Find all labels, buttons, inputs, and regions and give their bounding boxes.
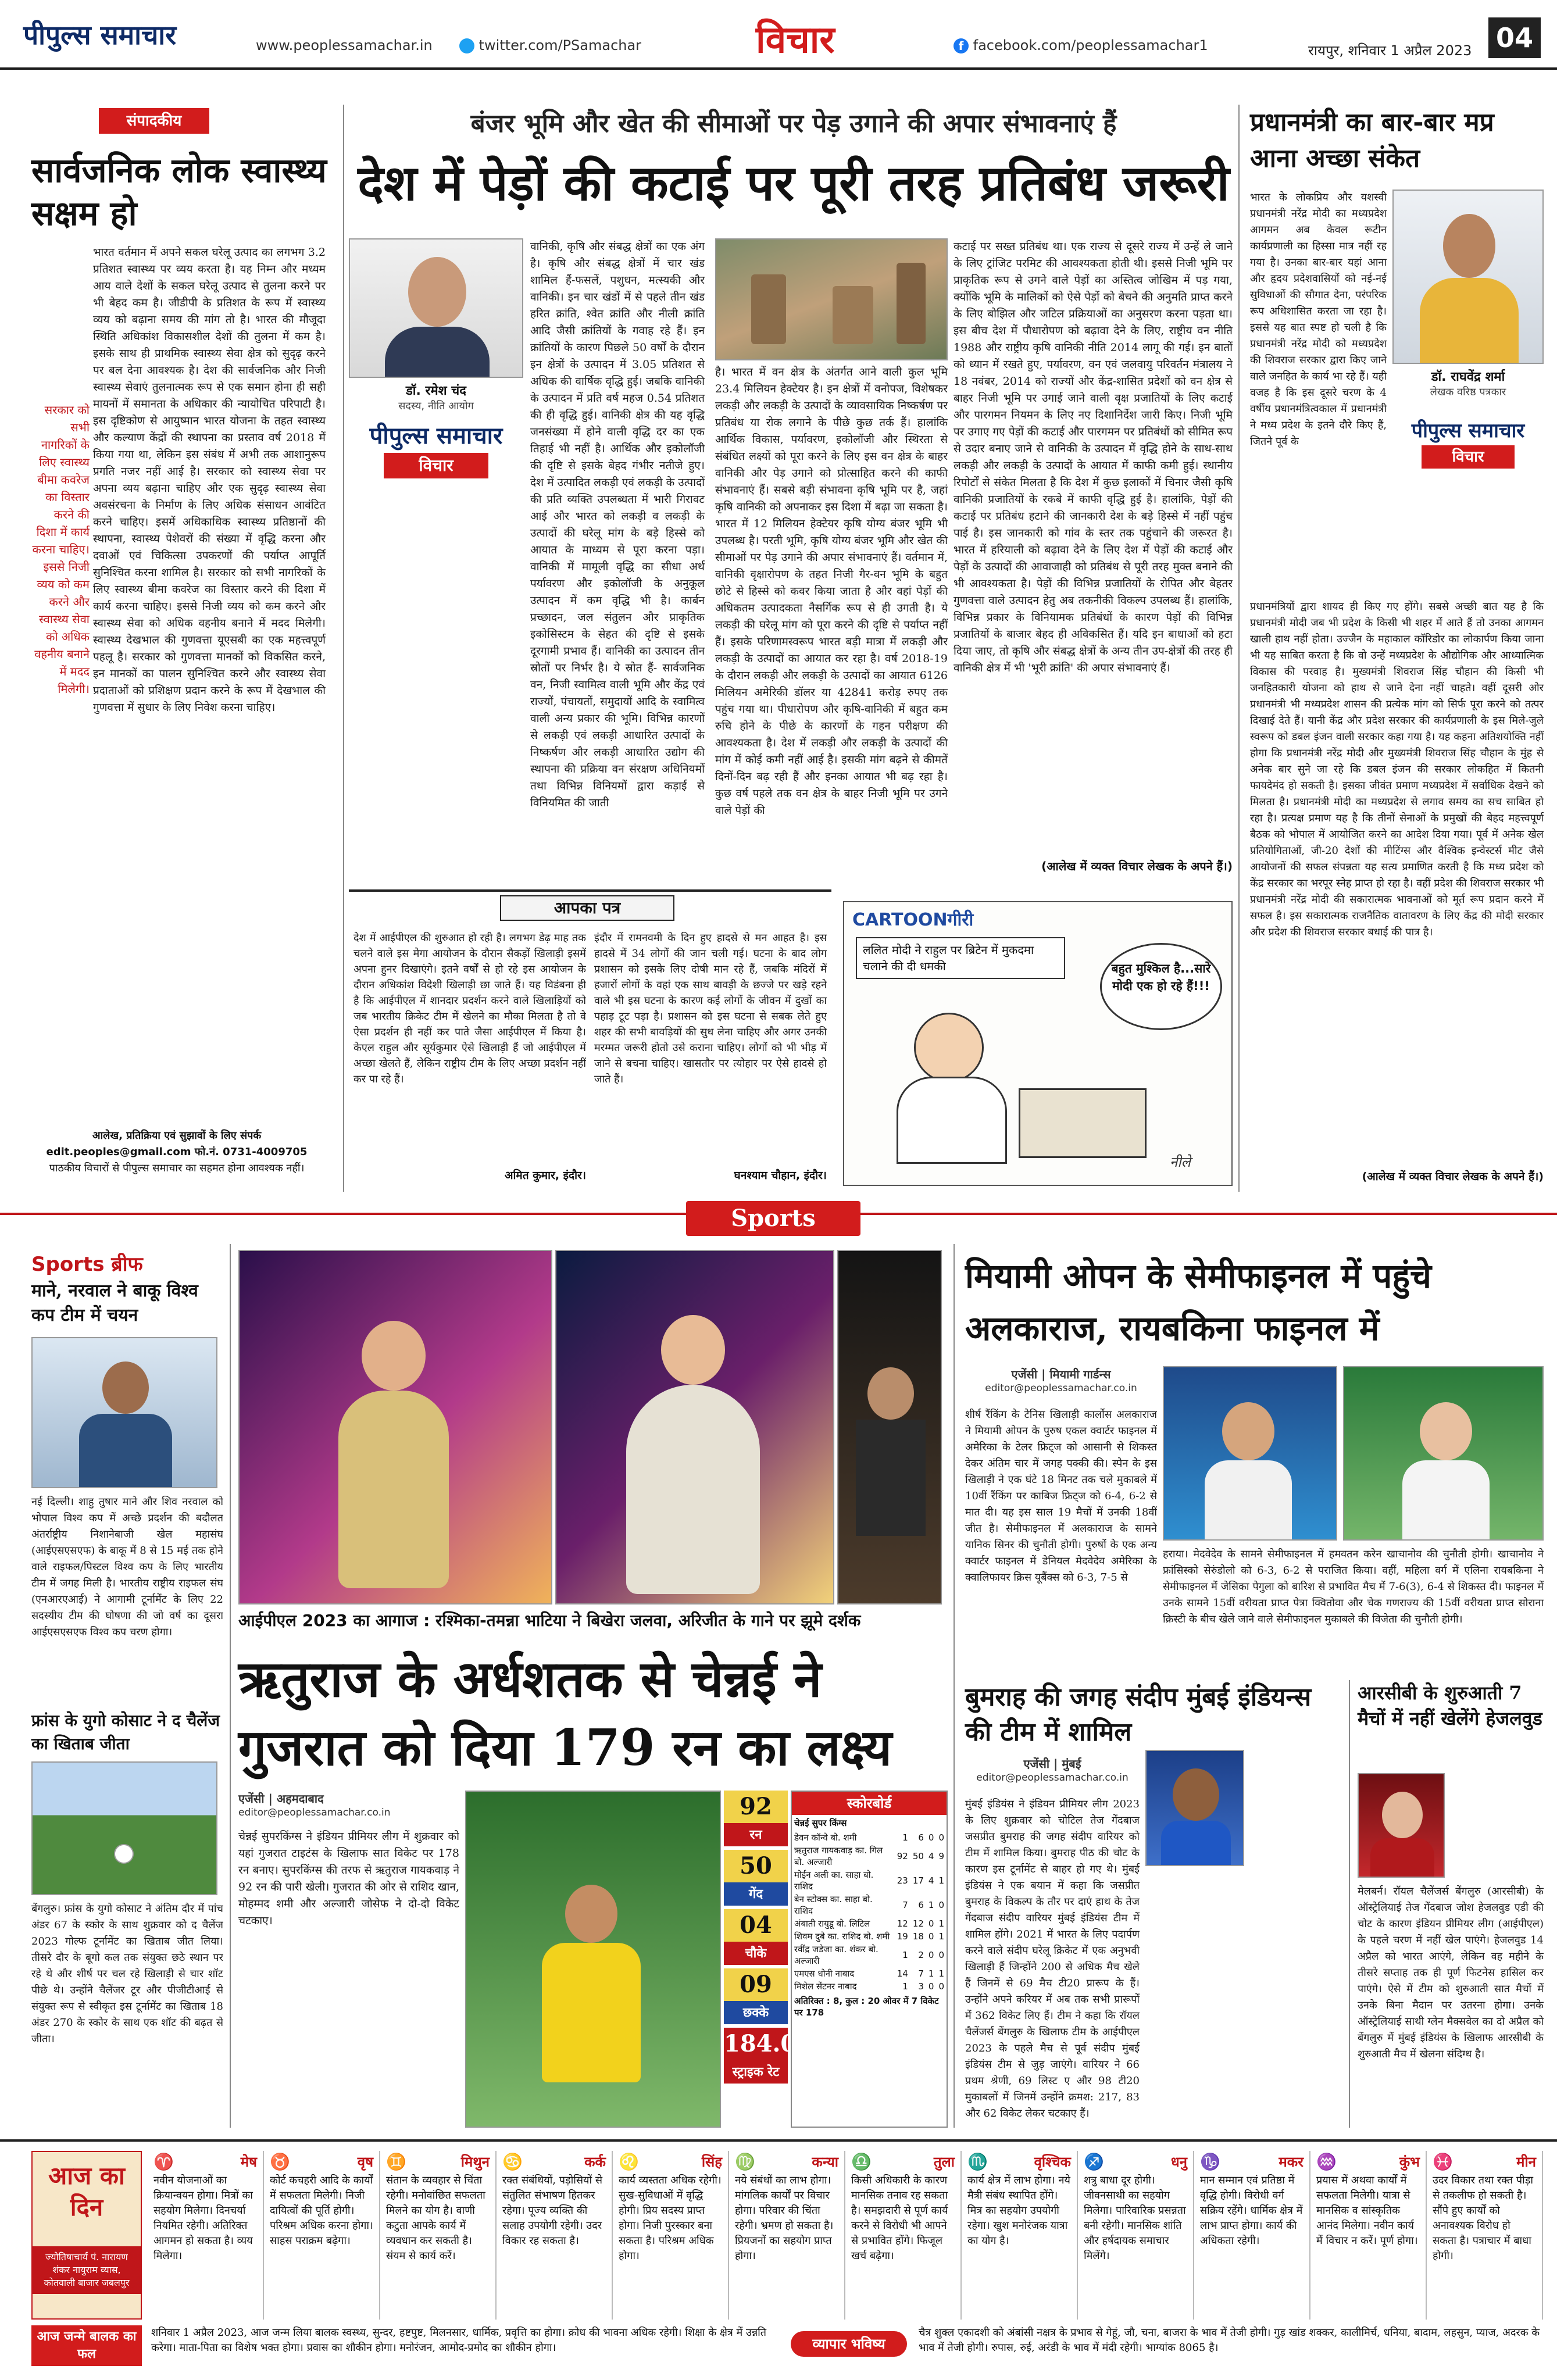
stat-item [724, 2028, 813, 2084]
csk-email[interactable]: editor@peoplessamachar.co.in [238, 1807, 391, 1818]
column-divider [230, 1244, 231, 2128]
cartoon-figure-head [914, 1013, 984, 1082]
rashi-header [1084, 2154, 1187, 2170]
letters-title: आपका पत्र [500, 895, 674, 921]
score-cell: 4 [928, 1851, 934, 1861]
column-divider [1349, 1680, 1350, 2128]
astrologer-name: ज्योतिषाचार्य पं. नारायण शंकर नायुराम व्यास, कोतवाली बाजार जबलपुर [33, 2246, 141, 2294]
batter-cell: बेन स्टोक्स का. साहा बो. राशिद [794, 1894, 873, 1916]
zodiac-icon: ♑ [1200, 2152, 1220, 2171]
rashi-header [1200, 2154, 1304, 2170]
rashi-name: कर्क [584, 2153, 606, 2170]
rashi-header [153, 2154, 257, 2170]
rashi-item [1427, 2151, 1543, 2320]
scoreboard-row [792, 1943, 947, 1967]
rashi-text: किसी अधिकारी के कारण मानसिक तनाव रह सकता है। समझदारी से पूर्ण कार्य करने से विरोधी भी आपने से प्रभावित होंगे। फिजूल खर्च बढ़ेगा। [851, 2174, 948, 2262]
main-article-col2: है। भारत में वन क्षेत्र के अंतर्गत आने वाली कुल भूमि 23.4 मिलियन हेक्टेयर है। इन क्षेत्रों में वनोपज, विशेषकर लकड़ी और लकड़ी के उत्पादों के व्यावसायिक निष्कर्षण पर प्रतिबंध या रोक लगाने के पीछे कुछ तर्क हैं। हालांकि आर्थिक विकास, पर्यावरण, इकोलॉजी और स्थिरता से संबंधित लक्ष्यों को पूरा करने के लिए इस वन क्षेत्र के बाहर वानिकी और पेड़ उगाने को प्रोत्साहित करने की काफी संभावनाएं हैं। सबसे बड़ी संभावना कृषि भूमि पर है, जहां कृषि वानिकी को अपनाकर इस दिशा में बढ़ा जा सकता है। भारत में 12 मिलियन हेक्टेयर कृषि योग्य बंजर भूमि भी उपलब्ध है। परती भूमि, कृषि योग्य बंजर भूमि और खेत की सीमाओं पर पेड़ उगाने की अपार संभावनाएं हैं। वर्तमान में, वानिकी वृक्षारोपण के तहत निजी गैर-वन भूमि के बहुत छोटे से हिस्से को कवर किया जाता है और वहां पेड़ों की अधिकतम उत्पादकता नैसर्गिक रूप से ही उगती है। ये लकड़ी की घरेलू मांग को पूरा करने की दृष्टि से पर्याप्त नहीं हैं। इसके परिणामस्वरूप भारत बड़ी मात्रा में लकड़ी और लकड़ी के उत्पादों का आयात कर रहा है। वर्ष 2018-19 के दौरान लकड़ी और लकड़ी के उत्पादों का आयात 6126 मिलियन अमेरिकी डॉलर या 42841 करोड़ रुपए तक पहुंच गया था। पीधारोपण और कृषि-वानिकी में बहुत कम रुचि होने के पीछे के कारणों के गहन परीक्षण की आवश्यकता है। देश में लकड़ी और लकड़ी के उत्पादों की मांग में कोई कमी नहीं आई है। इसकी मांग बढ़ने से कीमतें दिनों-दिन बढ़ रही हैं और इनका आयात भी बढ़ रहा है। कुछ वर्ष पहले तक वन क्षेत्र के बाहर निजी भूमि पर उगने वाले पेड़ों की [715, 366, 948, 817]
horoscope-grid [148, 2151, 1543, 2320]
rashi-text: प्रयास में अथवा कार्यों में सफलता मिलेगी। यात्रा से मानसिक व सांस्कृतिक आनंद मिलेगा। नवीन कार्य में विचार न करें। पूर्ण होगा। [1316, 2174, 1418, 2247]
batter-cell: अंबाती रायुडू बो. लिटिल [794, 1918, 870, 1929]
horoscope-title: आज का दिन [48, 2161, 125, 2221]
masthead [0, 0, 1557, 70]
rashi-item [962, 2151, 1078, 2320]
batter-cell: मोईन अली का. साहा बो. राशिद [794, 1870, 874, 1892]
rcb-body: मेलबर्न। रॉयल चैलेंजर्स बेंगलुरु (आरसीबी) के ऑस्ट्रेलियाई तेज गेंदबाज जोश हेजलवुड एडी की चोट के कारण इंडियन प्रीमियर लीग (आईपीएल) के पहले चरण में नहीं खेल पाएंगे। हेजलवुड 14 अप्रैल को भारत आएंगे, लेकिन वह महीने के तीसरे सप्ताह तक ही पूर्ण फिटनेस हासिल कर पाएंगे। ऐसे में टीम को शुरुआती सात मैचों में उनके बिना मैदान पर उतरना होगा। उनके ऑस्ट्रेलियाई साथी ग्लेन मैक्सवेल का दो अप्रैल को बेंगलुरु में मुंबई इंडियंस के खिलाफ आरसीबी के शुरुआती मैच में खेलना संदिग्ध है। [1358, 1885, 1544, 2060]
stat-label: छक्के [724, 2001, 788, 2024]
stat-value: 92 [724, 1791, 788, 1823]
rashi-item [613, 2151, 729, 2320]
stat-value: 50 [724, 1850, 788, 1882]
cartoon-caption: ललित मोदी ने राहुल पर ब्रिटेन में मुकदमा चलाने की दी धमकी [856, 937, 1065, 979]
editorial-disclaimer: पाठकीय विचारों से पीपुल्स समाचार का सहमत होना आवश्यक नहीं। [49, 1162, 305, 1174]
editorial-contact [31, 1128, 322, 1177]
stat-item [724, 1909, 788, 1965]
zodiac-icon: ♋ [502, 2152, 523, 2171]
letter-1: देश में आईपीएल की शुरुआत हो रही है। लगभग डेढ़ माह तक चलने वाले इस मेगा आयोजन के दौरान सैकड़ों खिलाड़ी इसमें अपना हुनर दिखाएंगे। इतने वर्षों से हो रहे इस आयोजन के दौरान अधिकांश विदेशी खिलाड़ी छा जाते हैं। यह विडंबना ही है कि आईपीएल में शानदार प्रदर्शन करने वाले खिलाड़ियों को जब भारतीय क्रिकेट टीम में खेलने का मौका मिलता है तो वे ऐसा प्रदर्शन ही नहीं कर पाते जैसा आईपीएल में किया है। केएल राहुल और सूर्यकुमार ऐसे खिलाड़ी हैं जो आईपीएल में अच्छा खेलते हैं, लेकिन राष्ट्रीय टीम के लिए अच्छा प्रदर्शन नहीं कर पा रहे हैं। [353, 932, 586, 1085]
cartoon-figure-body [897, 1077, 1007, 1164]
letters-rule [349, 889, 831, 892]
score-cell: 0 [938, 1832, 944, 1843]
score-cell: 50 [912, 1851, 924, 1861]
rashi-header [502, 2154, 606, 2170]
twitter-link[interactable]: twitter.com/PSamachar [459, 37, 641, 53]
shooter-photo [31, 1337, 217, 1488]
scoreboard-team: चेन्नई सुपर किंग्स [794, 1818, 847, 1828]
rashi-name: वृश्चिक [1034, 2153, 1071, 2170]
business-text: चैत्र शुक्ल एकादशी को अंबांसी नक्षत्र के प्रभाव से गेहूं, जौ, चना, बाजरा के भाव में तेजी होगी। गुड़ खांड शक्कर, कालीमिर्च, धनिया, बादाम, लहसुन, प्याज, अदरक के भाव में तेजी होगी। रुपास, रुई, अरंडी के भाव में मंदी रहेगी। भाग्यांक 8065 है। [919, 2327, 1540, 2354]
main-article-col1: वानिकी, कृषि और संबद्ध क्षेत्रों का एक अंग है। कृषि और संबद्ध क्षेत्रों में चार खंड शामिल हैं-फसलें, पशुधन, मत्स्यकी और वानिकी। इन चार खंडों में से पहले तीन खंड हरित क्रांति, श्वेत क्रांति और नीली क्रांति आदि जैसी क्रांतियों के गवाह रहे हैं। इन क्रांतियों के कारण पिछले 50 वर्षों के दौरान इन क्षेत्रों के उत्पादन में 3.05 प्रतिशत से अधिक की वार्षिक वृद्धि हुई। जबकि वानिकी के उत्पादन में प्रति वर्ष महज 0.54 प्रतिशत की ही वृद्धि हुई। वानिकी क्षेत्र की यह वृद्धि जनसंख्या में होने वाली वृद्धि दर का एक तिहाई भी नहीं है। आर्थिक और इकोलॉजी की दृष्टि से इसके बेहद गंभीर नतीजे हुए। देश में उत्पादित लकड़ी एवं लकड़ी के उत्पादों की प्रति व्यक्ति उपलब्धता में भारी गिरावट आई और भारत को लकड़ी व लकड़ी के उत्पादों की घरेलू मांग के बड़े हिस्से को आयात के माध्यम से पूरा करना पड़ा। वानिकी में मामूली वृद्धि का सीधा अर्थ पर्यावरण और इकोलॉजी के अनुकूल उत्पादन में कम वृद्धि भी है। कार्बन प्रच्छादन, जल संतुलन और प्राकृतिक इकोसिस्टम के सेहत की दृष्टि से इसके दूरगामी प्रभाव हैं। वानिकी का उत्पादन तीन स्रोतों पर निर्भर है। ये स्रोत हैं- सार्वजनिक वन, निजी स्वामित्व वाली भूमि और केंद्र एवं राज्यों, पंचायतों, समुदायों आदि के स्वामित्व वाली अन्य प्रकार की भूमि। विभिन्न कारणों से लकड़ी एवं लकड़ी आधारित उत्पादों के निष्कर्षण और लकड़ी आधारित उद्योग की स्थापना की प्रक्रिया वन संरक्षण अधिनियमों तथा विभिन्न विनियमों द्वारा कड़ाई से विनियमित की जाती [530, 240, 705, 809]
batter-cell: शिवम दुबे का. राशिद बो. शमी [794, 1931, 890, 1942]
rashi-item [845, 2151, 962, 2320]
contact-label: आलेख, प्रतिक्रिया एवं सुझावों के लिए संपर्क [92, 1130, 262, 1142]
rashi-name: वृष [357, 2153, 373, 2170]
zodiac-icon: ♍ [735, 2152, 755, 2171]
rashi-text: रक्त संबंधियों, पड़ोसियों से संतुलित संभाषण हितकर रहेगा। पूज्य व्यक्ति की सलाह उपयोगी रहेगी। उदर विकार रह सकता है। [502, 2174, 603, 2247]
score-cell: 0 [928, 1832, 934, 1843]
bumrah-body: मुंबई इंडियंस ने इंडियन प्रीमियर लीग 2023 के लिए शुक्रवार को चोटिल तेज गेंदबाज जसप्रीत बुमराह की जगह संदीप वारियर को टीम में शामिल किया। बुमराह पीठ की चोट के कारण इस टूर्नामेंट से बाहर हो गए थे। मुंबई इंडियंस ने एक बयान में कहा कि जसप्रीत बुमराह के विकल्प के तौर पर दाएं हाथ के तेज गेंदबाज संदीप वारियर मुंबई इंडियंस टीम में शामिल होंगे। 2021 में भारत के लिए पदार्पण करने वाले संदीप घरेलू क्रिकेट में एक अनुभवी खिलाड़ी हैं जिन्होंने 200 से अधिक मैच खेले हैं जिनमें से 69 मैच टी20 प्रारूप के हैं। उन्होंने अपने करियर में अब तक सभी प्रारूपों में 362 विकेट लिए हैं। टीम ने कहा कि रॉयल चैलेंजर्स बेंगलुरु के खिलाफ टीम के आईपीएल 2023 के पहले मैच से पूर्व संदीप मुंबई इंडियंस टीम से जुड़ जाएंगे। वारियर ने 66 प्रथम श्रेणी, 69 लिस्ट ए और 98 टी20 मुकाबलों में जिनमें उन्होंने क्रमश: 217, 83 और 62 विकेट लेकर चटकाए हैं। [965, 1798, 1140, 2120]
bumrah-headline: बुमराह की जगह संदीप मुंबई इंडियन्स की टीम में शामिल [965, 1682, 1312, 1747]
column-divider [1238, 105, 1240, 1192]
rashi-text: मान सम्मान एवं प्रतिष्ठा में वृद्धि होगी। विरोधी वर्ग सक्रिय रहेंगे। धार्मिक क्षेत्र में लाभ प्राप्त होगा। कार्य की अधिकता रहेगी। [1200, 2174, 1303, 2247]
ruturaj-photo [465, 1791, 721, 2128]
stat-label: चौके [724, 1942, 788, 1965]
scoreboard-row [792, 1844, 947, 1868]
right-article-headline: प्रधानमंत्री का बार-बार मप्र आना अच्छा संकेत [1250, 108, 1494, 173]
batter-cell: एमएस धोनी नाबाद [794, 1968, 855, 1979]
score-cell: 1 [928, 1900, 934, 1910]
stat-item [724, 1850, 788, 1906]
main-article-headline: देश में पेड़ों की कटाई पर पूरी तरह प्रतिबंध जरूरी [358, 154, 1230, 212]
rashi-text: शत्रु बाधा दूर होगी। जीवनसाथी का सहयोग मिलेगा। पारिवारिक प्रसन्नता बनी रहेगी। मानसिक शांति और हर्षदायक समाचार मिलेंगे। [1084, 2174, 1186, 2262]
batter-cell: डेवन कॉन्वे बो. शमी [794, 1832, 857, 1843]
website-link[interactable]: www.peoplessamachar.in [256, 37, 433, 53]
score-cell: 0 [928, 1950, 934, 1960]
score-cell: 3 [918, 1981, 924, 1992]
ipl-photo-arijit [837, 1250, 942, 1604]
horoscope-title-box [31, 2151, 142, 2320]
stat-value: 04 [724, 1909, 788, 1942]
zodiac-icon: ♐ [1084, 2152, 1104, 2171]
scoreboard-table [792, 1831, 947, 1993]
rashi-item [1310, 2151, 1427, 2320]
score-cell: 4 [928, 1875, 934, 1886]
score-cell: 23 [897, 1875, 908, 1886]
main-article-kicker: बंजर भूमि और खेत की सीमाओं पर पेड़ उगाने की अपार संभावनाएं हैं [470, 109, 1117, 138]
stats-column [724, 1791, 813, 2128]
author-title: सदस्य, नीति आयोग [398, 400, 474, 412]
rashi-text: उदर विकार तथा रक्त पीड़ा से तकलीफ हो सकती है। सौंपे हुए कार्यों को अनावश्यक विरोध हो सकता है। पत्राचार में बाधा होगी। [1433, 2174, 1534, 2262]
main-article-col3: कटाई पर सख्त प्रतिबंध था। एक राज्य से दूसरे राज्य में उन्हें ले जाने के लिए ट्रांजिट परमिट की आवश्यकता होती थी। इससे निजी भूमि पर प्राकृतिक रूप से उगने वाले पेड़ों का अस्तित्व जोखिम में पड़ गया, क्योंकि भूमि के मालिकों को ऐसे पेड़ों को बेचने की अनुमति प्राप्त करने के लिए बोझिल और जटिल प्रक्रियाओं का अनुसरण करना पड़ता था। इस बीच देश में पौधारोपण को बढ़ावा देने के लिए, राष्ट्रीय वन नीति 1988 और राष्ट्रीय कृषि वानिकी नीति 2014 लागू की गई। इन बातों को ध्यान में रखते हुए, पर्यावरण, वन एवं जलवायु परिवर्तन मंत्रालय ने 18 नवंबर, 2014 को राज्यों और केंद्र-शासित प्रदेशों को वन क्षेत्र से बाहर निजी भूमि पर उगाई जाने वाली वृक्ष प्रजातियों के लिए कटाई और पारगमन नियमन के लिए नए दिशानिर्देश जारी किए। निजी भूमि पर उगाए गए पेड़ों की कटाई और पारगमन पर प्रतिबंधों को सीमित रूप से उदार बनाए जाने से वानिकी के उत्पादन में वृद्धि होने के साथ-साथ लकड़ी और लकड़ी के उत्पादों के आयात में काफी कमी हुई। स्थानीय रिपोर्टों से संकेत मिलता है कि देश में कुछ इलाकों में चिनार जैसी कृषि वानिकी प्रजातियों के रकबे में काफी वृद्धि हुई है। हालांकि, पेड़ों की कटाई पर प्रतिबंध हटाने की जानकारी देश के बड़े हिस्से में नहीं पहुंच पाई है। इस जानकारी को गांव के स्तर तक पहुंचाने की जरूरत है। भारत में हरियाली को बढ़ावा देने के लिए देश में पेड़ों की कटाई और पेड़ों के उत्पादों की आवाजाही को प्रतिबंध से पूरी तरह मुक्त बनाने की भी आवश्यकता है। पेड़ों की विभिन्न प्रजातियों के रोपित और बेहतर गुणवत्ता वाले उत्पादन हेतु अब तकनीकी विकल्प उपलब्ध हैं। हालांकि, विभिन्न प्रकार के विनियामक प्रतिबंधों के कारण पेड़ों की विभिन्न प्रजातियों के बाजार बेहद ही अविकसित हैं। यदि इन बाधाओं को हटा दिया जाए, तो कृषि और संबद्ध क्षेत्रों के अन्य तीन उप-क्षेत्रों की तरह ही वानिकी क्षेत्र में भी 'भूरी क्रांति' की अपार संभावनाएं हैं। [954, 240, 1233, 674]
right-brand-tag: विचार [1422, 445, 1515, 469]
rashi-text: कार्य व्यस्तता अधिक रहेगी। सुख-सुविधाओं में वृद्धि होगी। प्रिय सदस्य प्राप्त होगा। निजी पुरस्कार बना सकता है। परिश्रम अधिक होगा। [619, 2174, 722, 2262]
rashi-header [270, 2154, 373, 2170]
page-number: 04 [1488, 17, 1541, 58]
editorial-body: भारत वर्तमान में अपने सकल घरेलू उत्पाद का लगभग 3.2 प्रतिशत स्वास्थ्य पर व्यय करता है। यह निम्न और मध्यम आय वाले देशों के सकल घरेलू उत्पाद से तुलना करने पर भी बेहद कम है। जीडीपी के प्रतिशत के रूप में स्वास्थ्य व्यय को बढ़ाना समय की मांग तो है। भारत की मौजूदा स्थिति अधिकांश विकासशील देशों की तुलना में कम है। इसके साथ ही प्राथमिक स्वास्थ्य सेवा क्षेत्र को सुदृढ़ करने पर बल देना आवश्यक है। देश की सार्वजनिक और निजी स्वास्थ्य सेवाएं तुलनात्मक रूप से एक समान होना ही सही मायनों में समानता के अधिकार की न्यायोचित परिपाटी है। इस दृष्टिकोण से आयुष्मान भारत योजना के तहत स्वास्थ्य और कल्याण केंद्रों की स्थापना का प्रस्ताव वर्ष 2018 में किया गया था, लेकिन इस संबंध में अभी तक आशानुरूप प्रगति नजर नहीं आई है। सरकार को स्वास्थ्य सेवा पर अपना व्यय बढ़ाना चाहिए और एक सुदृढ़ स्वास्थ्य सेवा अवसंरचना के निर्माण के लिए अधिक संसाधन आवंटित करने चाहिए। इसमें अधिकाधिक स्वास्थ्य प्रतिष्ठानों की स्थापना, स्वास्थ्य पेशेवरों की संख्या में वृद्धि करना और दवाओं एवं चिकित्सा उपकरणों की पर्याप्त आपूर्ति सुनिश्चित करना शामिल है। सरकार को सभी नागरिकों के लिए स्वास्थ्य बीमा कवरेज का विस्तार करने की दिशा में कार्य करना चाहिए। इससे निजी व्यय को कम करने और स्वास्थ्य सेवा को अधिक वहनीय बनाने में मदद मिलेगी। स्वास्थ्य देखभाल की गुणवत्ता यूएसबी का एक महत्त्वपूर्ण पहलू है। सरकार को गुणवत्ता मानकों को विकसित करने, इन मानकों का पालन सुनिश्चित करने और स्वास्थ्य सेवा प्रदाताओं को प्रशिक्षण प्रदान करने के रूप में देखभाल की गुणवत्ता में सुधार के लिए निवेश करना चाहिए। [93, 246, 326, 714]
stat-label: गेंद [724, 1882, 788, 1906]
author-block [349, 238, 523, 483]
score-cell: 1 [902, 1981, 908, 1992]
cartoon-desk [1019, 1088, 1147, 1158]
right-author-photo [1392, 190, 1544, 364]
zodiac-icon: ♊ [386, 2152, 406, 2171]
rashi-header [386, 2154, 490, 2170]
right-brand-logo: पीपुल्स समाचार [1411, 419, 1525, 442]
rashi-header [735, 2154, 838, 2170]
stat-value: 09 [724, 1968, 788, 2001]
score-cell: 1 [938, 1931, 944, 1942]
main-article-disclaimer: (आलेख में व्यक्त विचार लेखक के अपने हैं।) [1041, 859, 1233, 873]
stat-item [724, 1791, 788, 1846]
score-cell: 19 [897, 1931, 908, 1942]
score-cell: 0 [928, 1931, 934, 1942]
brief1-body: नई दिल्ली। शाहु तुषार माने और शिव नरवाल को भोपाल विश्व कप में अच्छे प्रदर्शन की बदौलत अंतर्राष्ट्रीय निशानेबाजी खेल महासंघ (आईएसएसएफ) के बाकू में 8 से 15 मई तक होने वाले राइफल/पिस्टल विश्व कप के लिए भारतीय टीम में जगह मिली है। भारतीय राष्ट्रीय राइफल संघ (एनआरएआई) ने आगामी टूर्नामेंट के लिए 22 सदस्यीय टीम की घोषणा की जो वर्ष का दूसरा आईएसएसएफ विश्व कप चरण होगा। [31, 1496, 223, 1638]
rashi-text: नये संबंधों का लाभ होगा। मांगलिक कार्यों पर विचार होगा। परिवार की चिंता रहेगी। भ्रमण हो सकता है। प्रियजनों का सहयोग प्राप्त होगा। [735, 2174, 834, 2262]
business-label: व्यापार भविष्य [791, 2331, 907, 2357]
score-cell: 12 [912, 1918, 924, 1929]
author-photo [349, 238, 523, 378]
brief1-headline: माने, नरवाल ने बाकू विश्व कप टीम में चयन [31, 1281, 198, 1325]
tennis-email[interactable]: editor@peoplessamachar.co.in [985, 1382, 1137, 1394]
score-cell: 0 [928, 1918, 934, 1929]
tennis-col2: हराया। मेदवेदेव के सामने सेमीफाइनल में हमवतन करेन खाचानोव की चुनौती होगी। खाचानोव ने फ्रांसिस्को सेरुंडोलो को 6-3, 6-2 से पराजित किया। वहीं, महिला वर्ग में एलिना रायबकिना ने सेमीफाइनल में जेसिका पेगुला को बारिश से प्रभावित मैच में 7-6(3), 6-4 से शिकस्त दी। फाइनल में उनके सामने 15वीं वरीयता प्राप्त पेत्रा क्वितोवा और चेक गणराज्य की 15वीं वरीयता प्राप्त सोराना क्रिस्टी के बीच खेले जाने वाले सेमीफाइनल मुकाबले की विजेता की चुनौती होगी। [1163, 1548, 1544, 1625]
golf-photo [31, 1761, 217, 1895]
tennis-col1: शीर्ष रैंकिंग के टेनिस खिलाड़ी कार्लोस अलकाराज ने मियामी ओपन के पुरुष एकल क्वार्टर फाइनल में अमेरिका के टेलर फ्रिट्ज को आसानी से शिकस्त देकर अंतिम चार में जगह पक्की की। स्पेन के इस खिलाड़ी ने एक घंटे 18 मिनट तक चले मुकाबले में 10वीं रैंकिंग पर काबिज फ्रिट्ज को 6-4, 6-2 से मात दी। यह इस साल 19 मैचों में उनकी 18वीं जीत है। सेमीफाइनल में अलकाराज के सामने यानिक सिनर की चुनौती होगी। पुरुषों के एक अन्य क्वार्टर फाइनल में डेनियल मेदवेदेव अमेरिका के क्वालिफायर क्रिस यूबैंक्स को 6-3, 7-5 से [965, 1409, 1157, 1584]
alcaraz-photo [1163, 1366, 1337, 1541]
rashi-item [148, 2151, 264, 2320]
scoreboard-extras: अतिरिक्त : 8, कुल : 20 ओवर में 7 विकेट पर 178 [794, 1996, 939, 2018]
tennis-agency: एजेंसी | मियामी गार्डन्स [1011, 1367, 1111, 1381]
scoreboard-row [792, 1967, 947, 1980]
score-cell: 7 [918, 1968, 924, 1979]
scoreboard-row [792, 1930, 947, 1943]
rcb-headline: आरसीबी के शुरुआती 7 मैचों में नहीं खेलेंगे हेजलवुड [1358, 1682, 1542, 1729]
editorial-headline: सार्वजनिक लोक स्वास्थ्य सक्षम हो [31, 151, 327, 233]
zodiac-icon: ♒ [1316, 2152, 1337, 2171]
rashi-name: धनु [1170, 2153, 1187, 2170]
twitter-icon [459, 38, 474, 53]
rashi-name: तुला [933, 2153, 955, 2170]
horoscope-rule [0, 2139, 1557, 2142]
issue-date: रायपुर, शनिवार 1 अप्रैल 2023 [1308, 42, 1472, 59]
zodiac-icon: ♏ [967, 2152, 988, 2171]
csk-body: चेन्नई सुपरकिंग्स ने इंडियन प्रीमियर लीग में शुक्रवार को यहां गुजरात टाइटंस के खिलाफ सात विकेट पर 178 रन बनाए। सुपरकिंग्स की तरफ से ऋतुराज गायकवाड़ ने 92 रन की पारी खेली। गुजरात की ओर से राशिद खान, मोहम्मद शमी और अल्जारी जोसेफ ने दो-दो विकेट चटकाए। [238, 1830, 459, 1927]
scoreboard-row [792, 1831, 947, 1844]
rashi-header [1316, 2154, 1420, 2170]
zodiac-icon: ♓ [1433, 2152, 1453, 2171]
score-cell: 6 [918, 1900, 924, 1910]
section-title: विचार [756, 19, 835, 62]
sports-section-label: Sports [686, 1201, 860, 1236]
brief2-headline: फ्रांस के युगो कोसाट ने द चैलेंज का खिताब जीता [31, 1711, 220, 1753]
column-divider [343, 105, 344, 1192]
brief2-body: बेंगलुरु। फ्रांस के युगो कोसाट ने अंतिम दौर में पांच अंडर 67 के स्कोर के साथ शुक्रवार को द चैलेंज 2023 गोल्फ टूर्नामेंट का खिताब जीत लिया। तीसरे दौर के बूगो कल तक संयुक्त छठे स्थान पर रहे थे और शीर्ष पर चल रहे खिलाड़ी से चार शॉट पीछे थे। उन्होंने चैलेंजर टूर और पीजीटीआई से संयुक्त रूप से स्वीकृत इस टूर्नामेंट का खिताब 18 अंडर 270 के स्कोर के साथ एक शॉट की बढ़त से जीता। [31, 1903, 223, 2045]
letter-1-author: अमित कुमार, इंदौर। [504, 1169, 586, 1182]
zodiac-icon: ♈ [153, 2152, 174, 2171]
contact-email[interactable]: edit.peoples@gmail.com फो.नं. 0731-4009705 [46, 1146, 308, 1158]
deforestation-photo [715, 238, 948, 360]
score-cell: 18 [912, 1931, 924, 1942]
rashi-header [851, 2154, 955, 2170]
editorial-tag: संपादकीय [99, 108, 209, 134]
rashi-item [497, 2151, 613, 2320]
scoreboard-title: स्कोरबोर्ड [792, 1792, 947, 1815]
rashi-item [729, 2151, 845, 2320]
batter-cell: ऋतुराज गायकवाड़ का. गिल बो. अल्जारी [794, 1845, 883, 1867]
stat-label: रन [724, 1823, 788, 1846]
scoreboard [791, 1791, 948, 2128]
born-today-label: आज जन्मे बालक का फल [31, 2325, 142, 2366]
rashi-name: मेष [240, 2153, 257, 2170]
score-cell: 0 [928, 1981, 934, 1992]
brand-logo: पीपुल्स समाचार [369, 423, 503, 449]
score-cell: 6 [918, 1832, 924, 1843]
facebook-icon: f [954, 38, 969, 53]
sandeep-photo [1145, 1750, 1244, 1866]
ipl-photo-tamannaah [555, 1250, 834, 1604]
rashi-item [1078, 2151, 1194, 2320]
rashi-name: कुंभ [1399, 2153, 1420, 2170]
hazlewood-photo [1358, 1773, 1445, 1878]
zodiac-icon: ♎ [851, 2152, 872, 2171]
score-cell: 0 [938, 1981, 944, 1992]
rashi-item [1194, 2151, 1310, 2320]
score-cell: 0 [938, 1900, 944, 1910]
brand-tag: विचार [384, 453, 488, 478]
score-cell: 1 [938, 1968, 944, 1979]
batter-cell: रवींद्र जडेजा का. शंकर बो. अल्जारी [794, 1944, 879, 1966]
rashi-header [1433, 2154, 1536, 2170]
scoreboard-row [792, 1980, 947, 1993]
rashi-name: मकर [1279, 2153, 1304, 2170]
right-author-block [1392, 190, 1544, 492]
rybakina-photo [1343, 1366, 1544, 1541]
zodiac-icon: ♌ [619, 2152, 639, 2171]
score-cell: 0 [938, 1950, 944, 1960]
rashi-text: नवीन योजनाओं का क्रियान्वयन होगा। मित्रों का सहयोग मिलेगा। दिनचर्या नियमित रहेगी। अतिरिक्त आगमन हो सकता है। व्यय मिलेगा। [153, 2174, 253, 2262]
cartoon-panel [843, 901, 1233, 1186]
score-cell: 7 [902, 1900, 908, 1910]
cartoon-signature: नीले [1170, 1154, 1191, 1170]
rashi-item [380, 2151, 497, 2320]
editorial-pullquote: सरकार को सभी नागरिकों के लिए स्वास्थ्य बीमा कवरेज का विस्तार करने की दिशा में कार्य करना चाहिए। इससे निजी व्यय को कम करने और स्वास्थ्य सेवा को अधिक वहनीय बनाने में मदद मिलेगी। [32, 403, 90, 696]
facebook-link[interactable]: f facebook.com/peoplessamachar1 [954, 37, 1208, 53]
rashi-name: मिथुन [460, 2153, 490, 2170]
right-article-body: प्रधानमंत्रियों द्वारा शायद ही किए गए होंगे। सबसे अच्छी बात यह है कि प्रधानमंत्री मोदी जब भी प्रदेश के किसी भी शहर में आते हैं तो उनका आगमन खाली हाथ नहीं होता। उज्जैन के महाकाल कॉरिडोर का लोकार्पण किया जाना भी यह साबित करता है कि वो उन्हें मध्यप्रदेश के औद्योगिक और आध्यात्मिक विकास की परवाह है। मुख्यमंत्री शिवराज सिंह चौहान की किसी भी जनहितकारी योजना को हाथ से जाने देना नहीं चाहते। वहीं दूसरी ओर प्रधानमंत्री भी मध्यप्रदेश शासन की प्रत्येक मांग को सिर्फ पूरा करने को तत्पर दिखाई देते हैं। यानी केंद्र और प्रदेश सरकार की कार्यप्रणाली के इस मिले-जुले स्वरूप को डबल इंजन वाली सरकार कहा गया है। यह कहना अतिशयोक्ति नहीं होगा कि प्रधानमंत्री नरेंद्र मोदी और मुख्यमंत्री शिवराज सिंह चौहान के मुंह से अनेक बार सुने जा रहे कि डबल इंजन की सरकार लोकहित में कितनी फायदेमंद हो सकती है। इसका जीवंत प्रमाण मध्यप्रदेश में सर्वाधिक देखने को मिलता है। प्रधानमंत्री मोदी का मध्यप्रदेश से लगाव समय का सच साबित हो रहा है। प्रत्यक्ष प्रमाण यह है कि तीनों सेनाओं के प्रमुखों की बेहद महत्त्वपूर्ण बैठक को भोपाल में आयोजित करने का आदेश दिया गया। पूर्व में अनेक खेल प्रतियोगिताओं, जी-20 देशों की मीटिंग्स और वैश्विक इन्वेस्टर्स मीट जैसे आयोजनों की सफल संपन्नता यह सत्य प्रमाणित करती है कि मध्य प्रदेश को केंद्र सरकार का भरपूर स्नेह प्राप्त हो रहा है। वहीं प्रदेश की शिवराज सरकार भी प्रधानमंत्री नरेंद्र मोदी की सकारात्मक भावनाओं को मूर्त रूप प्रदान करने में सफल है। इस सकारात्मक राजनैतिक वातावरण के लिए केंद्र की मोदी सरकार और प्रदेश की शिवराज सरकार बधाई की पात्र है। [1250, 601, 1544, 938]
rashi-item [264, 2151, 380, 2320]
tennis-headline: मियामी ओपन के सेमीफाइनल में पहुंचे अलकाराज, रायबकिना फाइनल में [965, 1256, 1431, 1348]
score-cell: 14 [897, 1968, 908, 1979]
score-cell: 1 [928, 1968, 934, 1979]
cartoon-speech-bubble: बहुत मुश्किल है...सारे मोदी एक हो रहे हैं!!! [1100, 943, 1222, 1030]
rashi-name: सिंह [701, 2153, 722, 2170]
rashi-header [967, 2154, 1071, 2170]
rashi-header [619, 2154, 722, 2170]
stat-value: 184.00 [724, 2028, 788, 2060]
scoreboard-row [792, 1868, 947, 1893]
rashi-name: कन्या [812, 2153, 838, 2170]
score-cell: 12 [897, 1918, 908, 1929]
csk-headline: ऋतुराज के अर्धशतक से चेन्नई ने गुजरात को दिया 179 रन का लक्ष्य [238, 1650, 892, 1777]
scoreboard-row [792, 1917, 947, 1930]
rashi-name: मीन [1516, 2153, 1536, 2170]
score-cell: 17 [912, 1875, 924, 1886]
csk-agency: एजेंसी | अहमदाबाद [238, 1792, 324, 1806]
ipl-photo-rashmika [238, 1250, 552, 1604]
score-cell: 1 [902, 1832, 908, 1843]
stat-label: स्ट्राइक रेट [724, 2060, 788, 2084]
zodiac-icon: ♉ [270, 2152, 290, 2171]
scoreboard-row [792, 1893, 947, 1917]
score-cell: 1 [938, 1875, 944, 1886]
score-cell: 1 [938, 1918, 944, 1929]
right-article-body-top: भारत के लोकप्रिय और यशस्वी प्रधानमंत्री नरेंद्र मोदी का मध्यप्रदेश आगमन अब केवल रूटीन कार्यप्रणाली का हिस्सा मात्र नहीं रह गया है। उनका बार-बार यहां आना और हृदय प्रदेशवासियों को नई-नई सुविधाओं की सौगात देना, परंपरिक रूप अधिशासित करता जा रहा है। इससे यह बात स्पष्ट हो चली है कि प्रधानमंत्री नरेंद्र मोदी को मध्यप्रदेश की शिवराज सरकार द्वारा किए जाने वाले जनहित के कार्य भा रहे हैं। यही वजह है कि इस दूसरे चरण के 4 वर्षीय प्रधानमंत्रित्वकाल में प्रधानमंत्री ने मध्य प्रदेश के इतने दौरे किए हैं, जितने पूर्व के [1250, 191, 1387, 448]
newspaper-logo[interactable]: पीपुल्स समाचार [23, 19, 177, 51]
rashi-text: कार्य क्षेत्र में लाभ होगा। नये मैत्री संबंध स्थापित होंगे। मित्र का सहयोग उपयोगी रहेगा। खुश मनोरंजक यात्रा का योग है। [967, 2174, 1070, 2247]
author-name: डॉ. रमेश चंद [406, 384, 466, 398]
letter-2: इंदौर में रामनवमी के दिन हुए हादसे से मन आहत है। इस हादसे में 34 लोगों की जान चली गई। घटना के बाद लोग प्रशासन को इसके लिए दोषी मान रहे हैं, जबकि मंदिरों में हजारों लोगों के वहां एक साथ बावड़ी के छज्जे पर खड़े रहने वाले भी इस घटना के कारण कई लोगों के जीवन में दुखों का पहाड़ टूट पड़ा है। प्रशासन को इस घटना से सबक लेते हुए शहर की सभी बावड़ियों की सुध लेना चाहिए और अगर उनकी मरम्मत जरूरी होतो उसे कराना चाहिए। लोगों को भी भीड़ में जाने से बचना चाहिए। खासतौर पर त्योहार पर ऐसे हादसे हो जाते हैं। [594, 932, 827, 1085]
rashi-text: संतान के व्यवहार से चिंता रहेगी। मनोवांछित सफलता मिलने का योग है। वाणी कटुता आपके कार्य में व्यवधान कर सकती है। संयम से कार्य करें। [386, 2174, 485, 2262]
batter-cell: मिशेल सेंटनर नाबाद [794, 1981, 857, 1992]
column-divider [954, 1244, 955, 2128]
bumrah-email[interactable]: editor@peoplessamachar.co.in [976, 1772, 1129, 1784]
sports-brief-label: Sports ब्रीफ [31, 1253, 143, 1276]
letter-2-author: घनश्याम चौहान, इंदौर। [734, 1169, 827, 1182]
cartoon-label: CARTOONगीरी [852, 910, 974, 930]
score-cell: 9 [938, 1851, 944, 1861]
score-cell: 2 [918, 1950, 924, 1960]
right-author-name: डॉ. राघवेंद्र शर्मा [1431, 370, 1505, 384]
born-today-text: शनिवार 1 अप्रैल 2023, आज जन्म लिया बालक स्वस्थ्य, सुन्दर, हष्टपुष्ट, मिलनसार, धार्मिक, प्रवृत्ति का होगा। क्रोध की भावना अधिक रहेगी। शिक्षा के क्षेत्र में उन्नति करेगा। माता-पिता का विशेष भक्त होगा। प्रवास का शौकीन होगा। मनोरंजन, आमोद-प्रमोद का शौकीन होगा। [151, 2327, 767, 2354]
right-article-disclaimer: (आलेख में व्यक्त विचार लेखक के अपने हैं।) [1362, 1170, 1544, 1183]
stat-item [724, 1968, 788, 2024]
rashi-text: कोर्ट कचहरी आदि के कार्यों में सफलता मिलेगी। निजी दायित्वों की पूर्ति होगी। परिश्रम अधिक करना होगा। साहस पराक्रम बढ़ेगा। [270, 2174, 373, 2247]
bumrah-agency: एजेंसी | मुंबई [1023, 1757, 1081, 1771]
ipl-caption: आईपीएल 2023 का आगाज : रश्मिका-तमन्ना भाटिया ने बिखेरा जलवा, अरिजीत के गाने पर झूमे दर्शक [238, 1611, 861, 1630]
score-cell: 92 [897, 1851, 908, 1861]
score-cell: 1 [902, 1950, 908, 1960]
right-author-title: लेखक वरिष्ठ पत्रकार [1430, 386, 1506, 398]
